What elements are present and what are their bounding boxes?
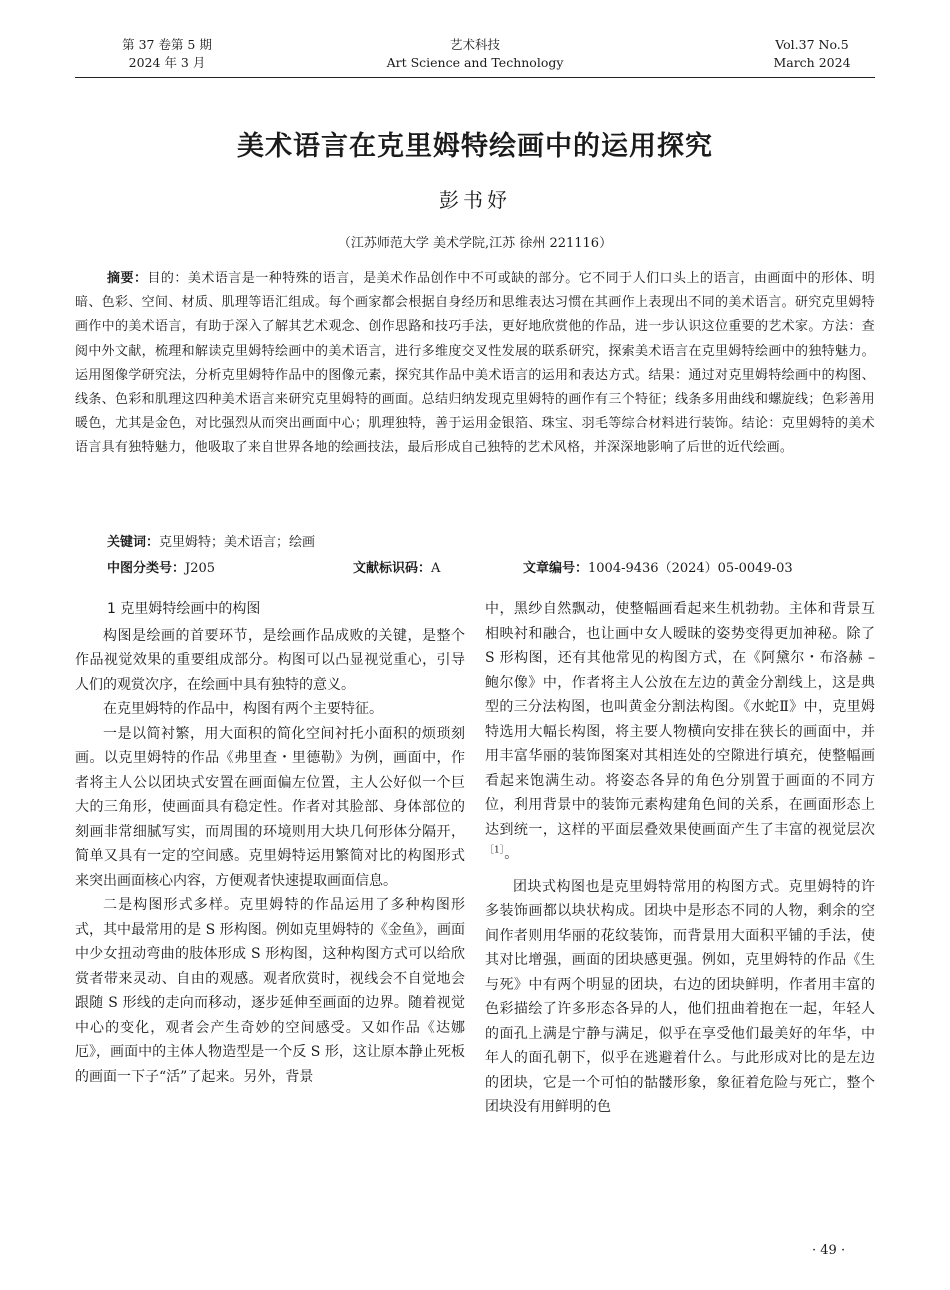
paragraph-text: 中，黑纱自然飘动，使整幅画看起来生机勃勃。主体和背景互相映衬和融合，也让画中女人暧昧的姿势变得更加神秘。除了 S 形构图，还有其他常见的构图方式，在《阿黛尔・布洛赫 – 鲍尔像》中，作者将主人公放在左边的黄金分割线上，这是典型的三分法构图，也叫黄金分割法构图。《水蛇Ⅱ》中，克里姆特选用大幅长构图，将主要人物横向安排在狭长的画面中，并用丰富华丽的装饰图案对其相连处的空隙进行填充，使整幅画看起来饱满生动。将姿态各异的角色分别置于画面的不同方位，利用背景中的装饰元素构建角色间的关系，在画面形态上达到统一，这样的平面层叠效果使画面产生了丰富的视觉层次	[485, 601, 875, 838]
paragraph-end: 。	[504, 846, 519, 862]
abstract-text: 目的：美术语言是一种特殊的语言，是美术作品创作中不可或缺的部分。它不同于人们口头上的语言，由画面中的形体、明暗、色彩、空间、材质、肌理等语汇组成。每个画家都会根据自身经历和思维表达习惯在其画作上表现出不同的美术语言。研究克里姆特画作中的美术语言，有助于深入了解其艺术观念、创作思路和技巧手法，更好地欣赏他的作品，进一步认识这位重要的艺术家。方法：查阅中外文献，梳理和解读克里姆特绘画中的美术语言，进行多维度交叉性发展的联系研究，探索美术语言在克里姆特绘画中的独特魅力。运用图像学研究法，分析克里姆特作品中的图像元素，探究其作品中美术语言的运用和表达方式。结果：通过对克里姆特绘画中的构图、线条、色彩和肌理这四种美术语言来研究克里姆特的画面。总结归纳发现克里姆特的画作有三个特征；线条多用曲线和螺旋线；色彩善用暖色，尤其是金色，对比强烈从而突出画面中心；肌理独特，善于运用金银箔、珠宝、羽毛等综合材料进行装饰。结论：克里姆特的美术语言具有独特魅力，他吸取了来自世界各地的绘画技法，最后形成自己独特的艺术风格，并深深地影响了后世的近代绘画。	[75, 271, 875, 456]
citation-reference[interactable]: ［1］	[485, 845, 505, 856]
clc-label: 中图分类号：	[107, 561, 186, 576]
doc-label: 文献标识码：	[353, 561, 432, 576]
issue-date: 2024 年 3 月	[128, 55, 206, 70]
article-number	[523, 557, 793, 576]
abstract	[75, 267, 875, 461]
paragraph: 构图是绘画的首要环节，是绘画作品成败的关键，是整个作品视觉效果的重要组成部分。构图可以凸显视觉重心，引导人们的观赏次序，在绘画中具有独特的意义。	[75, 627, 465, 693]
volume-issue: 第 37 卷第 5 期	[122, 37, 212, 52]
paragraph: 在克里姆特的作品中，构图有两个主要特征。	[103, 701, 383, 717]
journal-volume-info-en	[762, 36, 862, 72]
paragraph: 团块式构图也是克里姆特常用的构图方式。克里姆特的许多装饰画都以块状构成。团块中是形态不同的人物，剩余的空间作者则用华丽的花纹装饰，而背景用大面积平铺的手法，使其对比增强，画面的团块感更强。例如，克里姆特的作品《生与死》中有两个明显的团块，右边的团块鲜明，作者用丰富的色彩描绘了许多形态各异的人，他们扭曲着抱在一起，年轻人的面孔上满是宁静与满足，似乎在享受他们最美好的年华，中年人的面孔朝下，似乎在逃避着什么。与此形成对比的是左边的团块，它是一个可怕的骷髅形象，象征着危险与死亡，整个团块没有用鲜明的色	[485, 878, 875, 1115]
paper-title: 美术语言在克里姆特绘画中的运用探究	[237, 131, 713, 162]
paragraph: 一是以简衬繁，用大面积的简化空间衬托小面积的烦琐刻画。以克里姆特的作品《弗里查・里德勒》为例，画面中，作者将主人公以团块式安置在画面偏左位置，主人公好似一个巨大的三角形，使画面具有稳定性。作者对其脸部、身体部位的刻画非常细腻写实，而周围的环境则用大块几何形体分隔开，简单又具有一定的空间感。克里姆特运用繁简对比的构图形式来突出画面核心内容，方便观者快速提取画面信息。	[75, 725, 465, 889]
journal-name-cn: 艺术科技	[449, 37, 500, 52]
paper-author: 彭书妤	[439, 188, 511, 212]
clc-number	[107, 557, 215, 576]
article-value: 1004-9436（2024）05-0049-03	[588, 561, 793, 576]
volume-issue-en: Vol.37 No.5	[775, 37, 849, 52]
section-heading: 1 克里姆特绘画中的构图	[107, 601, 261, 617]
abstract-label: 摘要：	[107, 271, 148, 286]
author-affiliation: （江苏师范大学 美术学院,江苏 徐州 221116）	[337, 236, 613, 251]
clc-value: J205	[185, 561, 216, 576]
keywords	[107, 531, 315, 550]
doc-value: A	[431, 561, 441, 576]
paragraph: 二是构图形式多样。克里姆特的作品运用了多种构图形式，其中最常用的是 S 形构图。例如克里姆特的《金鱼》，画面中少女扭动弯曲的肢体形成 S 形构图，这种构图方式可以给欣赏者带来灵动、自由的观感。观者欣赏时，视线会不自觉地会跟随 S 形线的走向而移动，逐步延伸至画面的边界。随着视觉中心的变化，观者会产生奇妙的空间感受。又如作品《达娜厄》，画面中的主体人物造型是一个反 S 形，这让原本静止死板的画面一下子“活”了起来。另外，背景	[75, 897, 465, 1085]
article-label: 文章编号：	[523, 561, 589, 576]
body-column-right	[485, 597, 875, 1120]
journal-volume-info	[112, 36, 222, 72]
journal-name	[360, 36, 590, 72]
paragraph	[485, 597, 875, 867]
keywords-label: 关键词：	[107, 535, 160, 550]
page-number: · 49 ·	[812, 1243, 846, 1258]
header-divider	[75, 77, 875, 78]
keywords-text: 克里姆特；美术语言；绘画	[159, 535, 316, 550]
document-code	[353, 557, 440, 576]
journal-name-en: Art Science and Technology	[386, 55, 564, 70]
issue-date-en: March 2024	[773, 55, 851, 70]
body-column-left	[75, 597, 465, 1089]
